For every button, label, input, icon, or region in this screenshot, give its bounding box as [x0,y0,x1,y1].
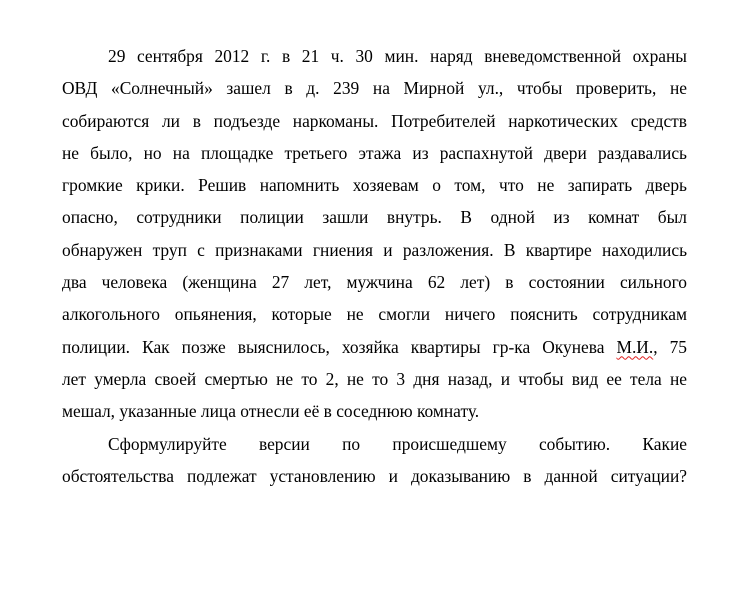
text-line: 29 сентября 2012 г. в 21 ч. 30 мин. наряд вневедомственной охраны [108,46,687,66]
text-line-with-initials [62,331,687,363]
text-line: обстоятельства подлежат установлению и доказыванию в данной ситуации? [62,465,687,486]
text-line: Сформулируйте версии по происшедшему событию. Какие [108,433,687,454]
text-line: опасно, сотрудники полиции зашли внутрь. В одной из комнат был [62,207,687,228]
text-segment: полиции. Как позже выяснилось, хозяйка квартиры гр-ка Окунева [62,336,617,357]
spellcheck-marked-initials[interactable]: М.И. [616,336,654,357]
paragraph-task [62,428,687,493]
text-line: мешал, указанные лица отнесли её в соседнюю комнату. [62,401,480,422]
text-line: не было, но на площадке третьего этажа из распахнутой двери раздавались [62,142,687,163]
paragraph-incident [62,40,687,428]
text-line: алкогольного опьянения, которые не смогли ничего пояснить сотрудникам [62,304,687,325]
text-line: ОВД «Солнечный» зашел в д. 239 на Мирной ул., чтобы проверить, не [62,78,687,99]
text-line: лет умерла своей смертью не то 2, не то 3 дня назад, и чтобы вид ее тела не [62,368,687,389]
text-line: два человека (женщина 27 лет, мужчина 62 лет) в состоянии сильного [62,272,687,293]
document-page [62,40,687,492]
text-segment: , 75 [653,336,687,357]
text-line: собираются ли в подъезде наркоманы. Потребителей наркотических средств [62,110,687,131]
text-line: обнаружен труп с признаками гниения и разложения. В квартире находились [62,239,687,260]
text-line: громкие крики. Решив напомнить хозяевам о том, что не запирать дверь [62,175,687,196]
